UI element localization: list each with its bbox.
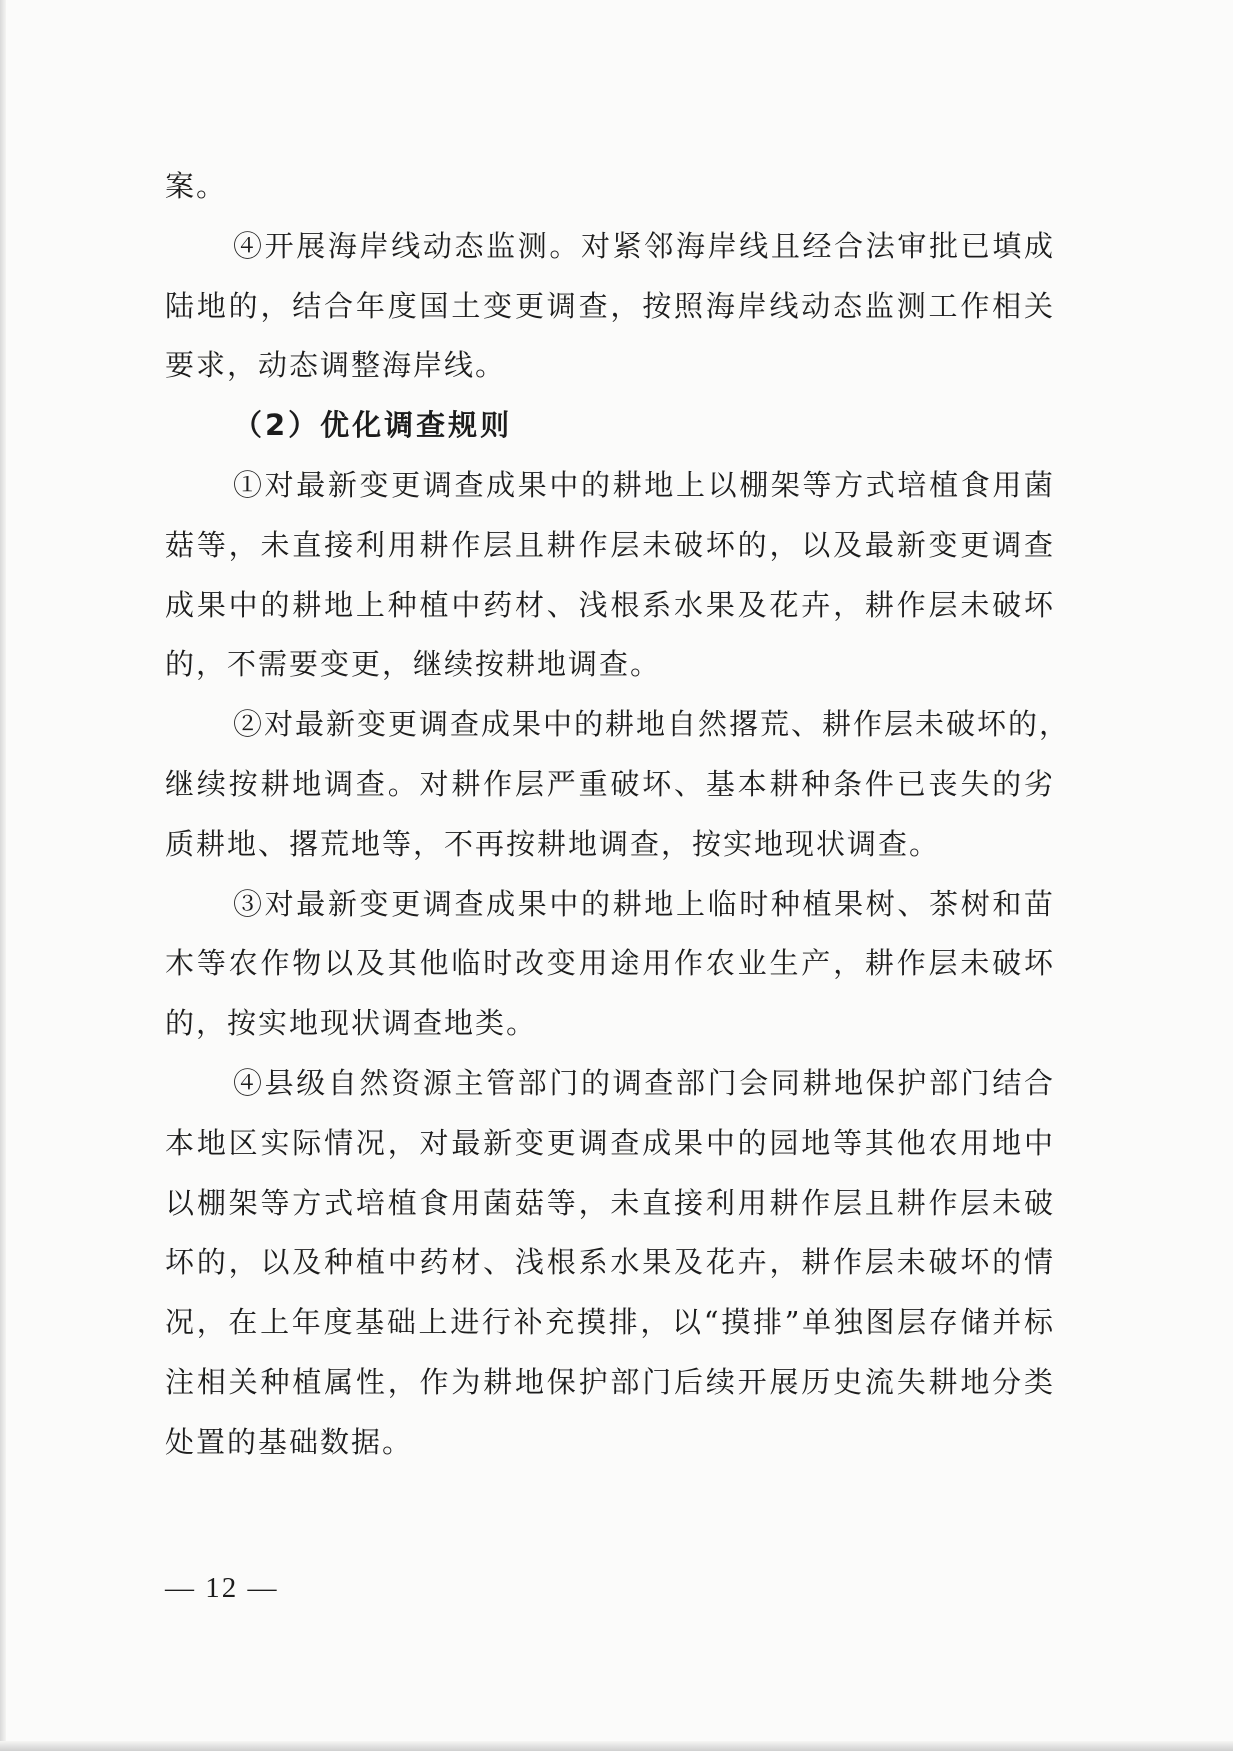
- text-line: 木等农作物以及其他临时改变用途用作农业生产，耕作层未破坏: [165, 946, 1055, 980]
- text-line: 的，按实地现状调查地类。: [165, 1006, 538, 1040]
- text-line: 的，不需要变更，继续按耕地调查。: [165, 647, 662, 681]
- text-line: ④开展海岸线动态监测。对紧邻海岸线且经合法审批已填成: [233, 229, 1055, 263]
- text-line: ③对最新变更调查成果中的耕地上临时种植果树、茶树和苗: [233, 887, 1055, 921]
- text-line: 质耕地、撂荒地等，不再按耕地调查，按实地现状调查。: [165, 827, 941, 861]
- text-line: 况，在上年度基础上进行补充摸排，以“摸排”单独图层存储并标: [165, 1305, 1055, 1339]
- text-line: 注相关种植属性，作为耕地保护部门后续开展历史流失耕地分类: [165, 1365, 1055, 1399]
- text-line: 案。: [165, 169, 228, 203]
- text-line: ④县级自然资源主管部门的调查部门会同耕地保护部门结合: [233, 1066, 1055, 1100]
- text-line: 以棚架等方式培植食用菌菇等，未直接利用耕作层且耕作层未破: [165, 1186, 1055, 1220]
- page-number: — 12 —: [165, 1572, 279, 1604]
- text-line: ②对最新变更调查成果中的耕地自然撂荒、耕作层未破坏的，: [233, 707, 1071, 741]
- text-line: 要求，动态调整海岸线。: [165, 348, 507, 382]
- text-line: ①对最新变更调查成果中的耕地上以棚架等方式培植食用菌: [233, 468, 1055, 502]
- text-line: 处置的基础数据。: [165, 1425, 414, 1459]
- text-line: 陆地的，结合年度国土变更调查，按照海岸线动态监测工作相关: [165, 289, 1055, 323]
- text-line: 坏的，以及种植中药材、浅根系水果及花卉，耕作层未破坏的情: [165, 1245, 1055, 1279]
- text-line: 本地区实际情况，对最新变更调查成果中的园地等其他农用地中: [165, 1126, 1055, 1160]
- section-heading: （2）优化调查规则: [233, 408, 513, 442]
- text-line: 成果中的耕地上种植中药材、浅根系水果及花卉，耕作层未破坏: [165, 588, 1055, 622]
- page-left-edge: [0, 0, 6, 1751]
- text-line: 菇等，未直接利用耕作层且耕作层未破坏的，以及最新变更调查: [165, 528, 1055, 562]
- page-bottom-edge: [0, 1741, 1233, 1751]
- text-line: 继续按耕地调查。对耕作层严重破坏、基本耕种条件已丧失的劣: [165, 767, 1055, 801]
